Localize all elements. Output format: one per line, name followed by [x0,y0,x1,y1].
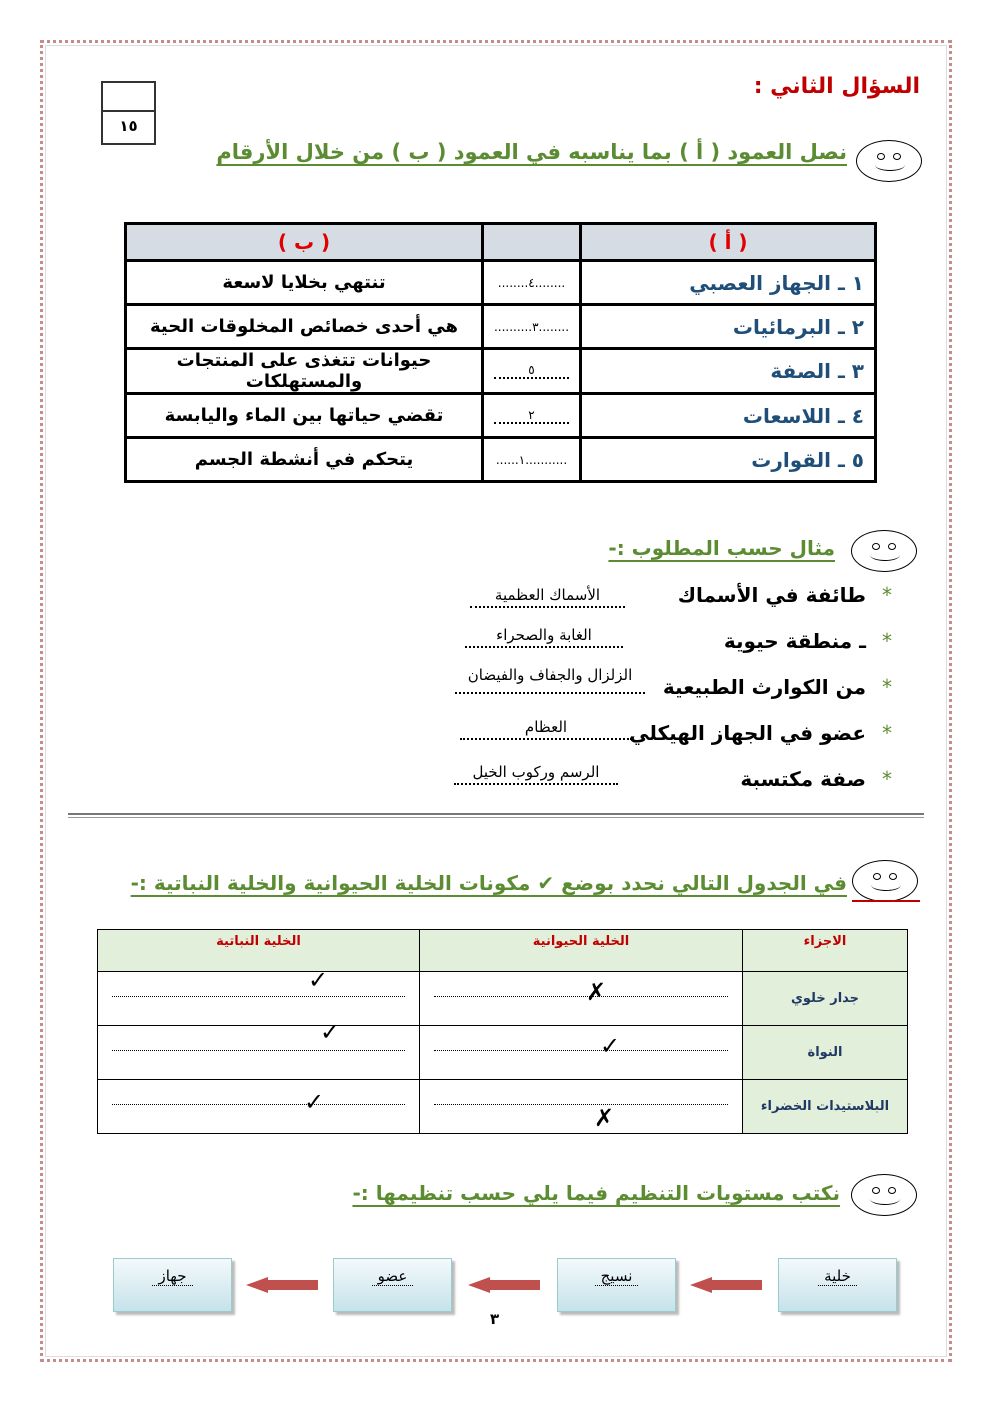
table-row [98,1026,908,1080]
col-b-cell: هي أحدى خصائص المخلوقات الحية [126,305,483,349]
answer-cell[interactable] [483,349,581,394]
example-item [629,721,892,745]
star-icon: * [882,675,892,699]
table-row [126,305,876,349]
example-item [724,629,892,653]
item-label: صفة مكتسبة [740,767,866,791]
page-number: ٣ [490,1310,500,1328]
matching-table [124,222,877,483]
answer-cell[interactable] [483,394,581,438]
question-title: السؤال الثاني : [753,74,920,99]
animal-cell[interactable] [420,1080,743,1134]
star-icon: * [882,767,892,791]
animal-header: الخلية الحيوانية [420,930,743,972]
col-a-cell: ٢ ـ البرمائيات [581,305,876,349]
cross-mark: ✗ [594,1104,615,1132]
col-a-header: ( أ ) [581,224,876,261]
col-b-cell: تنتهي بخلايا لاسعة [126,261,483,305]
plant-cell[interactable] [98,966,420,1026]
star-icon: * [882,583,892,607]
check-mark: ✓ [308,966,329,994]
level-box[interactable] [113,1258,232,1312]
table-row [98,972,908,1026]
answer-header [483,224,581,261]
plant-cell[interactable] [98,1018,420,1080]
level-box[interactable] [778,1258,897,1312]
cross-mark: ✗ [586,978,607,1006]
answer-cell[interactable]: ........٤........ [483,261,581,305]
arrow-left-icon [690,1277,762,1293]
table-row [126,261,876,305]
section-divider [68,813,924,818]
col-b-cell: تقضي حياتها بين الماء واليابسة [126,394,483,438]
example-item [740,767,892,791]
animal-cell[interactable] [420,972,743,1026]
item-label: طائفة في الأسماك [677,583,866,607]
answer-cell[interactable]: ...........١...... [483,438,581,482]
col-a-cell: ٥ ـ القوارت [581,438,876,482]
col-b-cell: حيوانات تتغذى على المنتجات والمستهلكات [126,349,483,394]
part-cell: النواة [743,1026,908,1080]
heading-underline [852,900,920,902]
table-row [126,438,876,482]
answer-value: ٢ [528,407,535,422]
item-answer[interactable]: الزلزال والجفاف والفيضان [455,666,645,694]
section3-heading: في الجدول التالي نحدد بوضع ✔ مكونات الخلية الحيوانية والخلية النباتية :- [130,871,847,895]
check-mark: ✓ [320,1018,341,1046]
col-a-cell: ١ ـ الجهاز العصبي [581,261,876,305]
part-cell: البلاستيدات الخضراء [743,1080,908,1134]
section2-heading: مثال حسب المطلوب :- [608,536,835,560]
level-label: جهاز [152,1267,192,1286]
level-box[interactable] [557,1258,676,1312]
plant-header: الخلية النباتية [98,930,420,972]
table-row [126,349,876,394]
level-label: خلية [818,1267,857,1286]
check-mark: ✓ [600,1032,621,1060]
arrow-left-icon [468,1277,540,1293]
answer-value: ٥ [528,363,535,377]
level-label: نسيج [595,1267,639,1286]
item-label: ـ منطقة حيوية [723,629,866,653]
item-answer[interactable]: الغابة والصحراء [465,626,623,648]
star-icon: * [882,721,892,745]
smiley-icon [851,530,917,572]
col-b-cell: يتحكم في أنشطة الجسم [126,438,483,482]
level-box[interactable] [333,1258,452,1312]
item-label: من الكوارث الطبيعية [662,675,866,699]
table-row [126,394,876,438]
col-a-cell: ٤ ـ اللاسعات [581,394,876,438]
item-answer[interactable]: العظام [460,718,632,740]
level-label: عضو [372,1267,414,1286]
example-item [663,675,892,699]
smiley-icon [856,140,922,182]
item-answer[interactable]: الرسم وركوب الخيل [454,763,618,785]
plant-cell[interactable] [98,1080,420,1134]
star-icon: * [882,629,892,653]
check-mark: ✓ [304,1088,325,1116]
section1-heading: نصل العمود ( أ ) بما يناسبه في العمود ( ب ) من خلال الأرقام [216,140,847,164]
part-cell: جدار خلوي [743,972,908,1026]
example-item [678,583,892,607]
score-box [101,81,156,145]
col-a-cell: ٣ ـ الصفة [581,349,876,394]
item-label: عضو في الجهاز الهيكلي [629,721,866,745]
cell-components-table [97,929,908,1134]
score-top [103,83,154,112]
smiley-icon [852,860,918,902]
score-value: ١٥ [119,117,138,135]
col-b-header: ( ب ) [126,224,483,261]
table-row [98,1080,908,1134]
parts-header: الاجزاء [743,930,908,972]
smiley-icon [851,1174,917,1216]
arrow-left-icon [246,1277,318,1293]
item-answer[interactable]: الأسماك العظمية [470,586,625,608]
answer-cell[interactable]: ........٣.......... [483,305,581,349]
animal-cell[interactable] [420,1026,743,1080]
section4-heading: نكتب مستويات التنظيم فيما يلي حسب تنظيمها :- [352,1181,840,1205]
